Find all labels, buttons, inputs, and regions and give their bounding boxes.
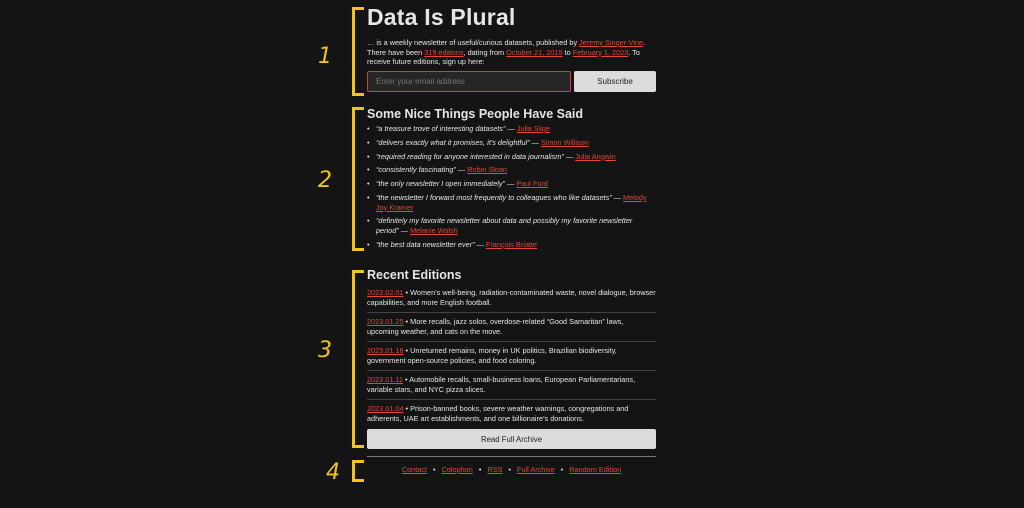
testimonial-quote: “required reading for anyone interested in data journalism” bbox=[376, 151, 564, 161]
annotation-bracket-4 bbox=[352, 460, 364, 482]
testimonial-item bbox=[367, 138, 656, 148]
testimonial-dash: — bbox=[529, 137, 541, 147]
footer-separator: • bbox=[433, 465, 436, 474]
footer-separator: • bbox=[560, 465, 564, 474]
testimonial-quote: “the newsletter I forward most frequently to colleagues who like datasets” bbox=[376, 192, 612, 202]
footer-separator: • bbox=[478, 465, 482, 474]
testimonial-dash: — bbox=[505, 124, 517, 133]
edition-item bbox=[367, 317, 656, 342]
testimonial-quote: “definitely my favorite newsletter about data and possibly my favorite newsletter period” bbox=[376, 216, 633, 235]
footer-link[interactable]: RSS bbox=[487, 465, 503, 474]
testimonial-quote: “the only newsletter I open immediately” bbox=[376, 179, 505, 189]
testimonial-author-link[interactable]: Julia Silge bbox=[516, 124, 551, 133]
edition-date-link[interactable]: 2023.01.18 bbox=[367, 346, 404, 355]
footer-link[interactable]: Colophon bbox=[441, 465, 473, 474]
start-date-link[interactable]: October 21, 2015 bbox=[506, 47, 563, 57]
recent-editions-list bbox=[367, 288, 656, 432]
intro-part: , dating from bbox=[463, 47, 507, 57]
edition-date-link[interactable]: 2023.01.04 bbox=[367, 404, 404, 413]
annotation-bracket-3 bbox=[352, 270, 364, 448]
testimonial-author-link[interactable]: Julia Angwin bbox=[575, 151, 616, 161]
testimonials-heading: Some Nice Things People Have Said bbox=[367, 107, 584, 121]
testimonial-quote: “the best data newsletter ever” bbox=[376, 239, 475, 249]
testimonial-author-link[interactable]: Melanie Walsh bbox=[410, 225, 458, 235]
email-input[interactable] bbox=[367, 71, 571, 92]
edition-summary: • Women’s well-being, radiation-contaminated waste, novel dialogue, browser capabilities, and more English football. bbox=[367, 288, 656, 307]
edition-item bbox=[367, 375, 656, 400]
read-full-archive-button[interactable]: Read Full Archive bbox=[367, 429, 656, 449]
edition-date-link[interactable]: 2023.02.01 bbox=[367, 288, 404, 297]
testimonial-dash: — bbox=[455, 165, 468, 175]
edition-date-link[interactable]: 2023.01.11 bbox=[367, 375, 403, 384]
testimonial-dash: — bbox=[611, 192, 624, 202]
testimonial-item bbox=[367, 179, 656, 189]
footer-links bbox=[367, 465, 656, 474]
annotation-number-3: 3 bbox=[318, 338, 332, 363]
footer-link[interactable]: Contact bbox=[401, 465, 427, 474]
testimonial-author-link[interactable]: Melody Joy Kramer bbox=[376, 192, 647, 212]
testimonial-quote: “delivers exactly what it promises, it’s delightful” bbox=[376, 137, 530, 147]
intro-part: … is a weekly newsletter of useful/curious datasets, published by bbox=[367, 38, 580, 47]
testimonial-dash: — bbox=[474, 239, 486, 249]
edition-summary: • More recalls, jazz solos, overdose-related “Good Samaritan” laws, upcoming weather, and cats on the move. bbox=[367, 317, 624, 336]
intro-part: . There have been bbox=[367, 38, 646, 57]
edition-summary: • Unreturned remains, money in UK politics, Brazilian biodiversity, government open-source policies, and food coloring. bbox=[367, 346, 617, 365]
edition-item bbox=[367, 404, 656, 428]
page-title: Data Is Plural bbox=[367, 4, 516, 30]
footer-divider bbox=[367, 456, 656, 457]
edition-summary: • Prison-banned books, severe weather warnings, congregations and adherents, UAE art establishments, and one billionaire’s donations. bbox=[367, 404, 629, 423]
subscribe-button[interactable]: Subscribe bbox=[574, 71, 656, 92]
footer-link[interactable]: Random Edition bbox=[569, 465, 622, 474]
testimonial-item bbox=[367, 216, 656, 235]
intro-part: . To receive future editions, sign up here: bbox=[367, 47, 640, 66]
testimonial-author-link[interactable]: Paul Ford bbox=[516, 179, 548, 189]
testimonial-item bbox=[367, 193, 656, 212]
testimonial-dash: — bbox=[504, 179, 517, 189]
testimonial-item bbox=[367, 165, 656, 175]
edition-item bbox=[367, 288, 656, 313]
testimonial-item bbox=[367, 124, 656, 134]
testimonial-author-link[interactable]: François Briatte bbox=[485, 239, 538, 249]
edition-date-link[interactable]: 2023.01.25 bbox=[367, 317, 404, 326]
edition-summary: • Automobile recalls, small-business loans, European Parliamentarians, variable stars, and NYC pizza slices. bbox=[367, 375, 636, 394]
recent-editions-heading: Recent Editions bbox=[367, 268, 462, 282]
annotation-number-4: 4 bbox=[326, 460, 340, 485]
editions-count-link[interactable]: 319 editions bbox=[424, 47, 464, 57]
annotation-bracket-2 bbox=[352, 107, 364, 251]
annotation-number-2: 2 bbox=[318, 168, 332, 193]
edition-item bbox=[367, 346, 656, 371]
testimonial-quote: “consistently fascinating” bbox=[376, 165, 456, 175]
end-date-link[interactable]: February 1, 2023 bbox=[572, 47, 629, 57]
intro-part: to bbox=[562, 47, 573, 57]
footer-separator: • bbox=[508, 465, 511, 474]
annotation-number-1: 1 bbox=[318, 44, 332, 69]
testimonials-list bbox=[367, 124, 656, 253]
author-link[interactable]: Jeremy Singer-Vine bbox=[579, 38, 644, 47]
testimonial-dash: — bbox=[398, 225, 411, 235]
testimonial-dash: — bbox=[563, 151, 576, 161]
testimonial-quote: “a treasure trove of interesting datasets” bbox=[376, 124, 506, 133]
annotation-bracket-1 bbox=[352, 7, 364, 96]
testimonial-author-link[interactable]: Simon Willison bbox=[540, 137, 589, 147]
footer-link[interactable]: Full Archive bbox=[516, 465, 555, 474]
signup-form bbox=[367, 71, 656, 92]
testimonial-item bbox=[367, 240, 656, 250]
testimonial-author-link[interactable]: Robin Sloan bbox=[467, 165, 508, 175]
intro-text bbox=[367, 38, 656, 67]
testimonial-item bbox=[367, 152, 656, 162]
